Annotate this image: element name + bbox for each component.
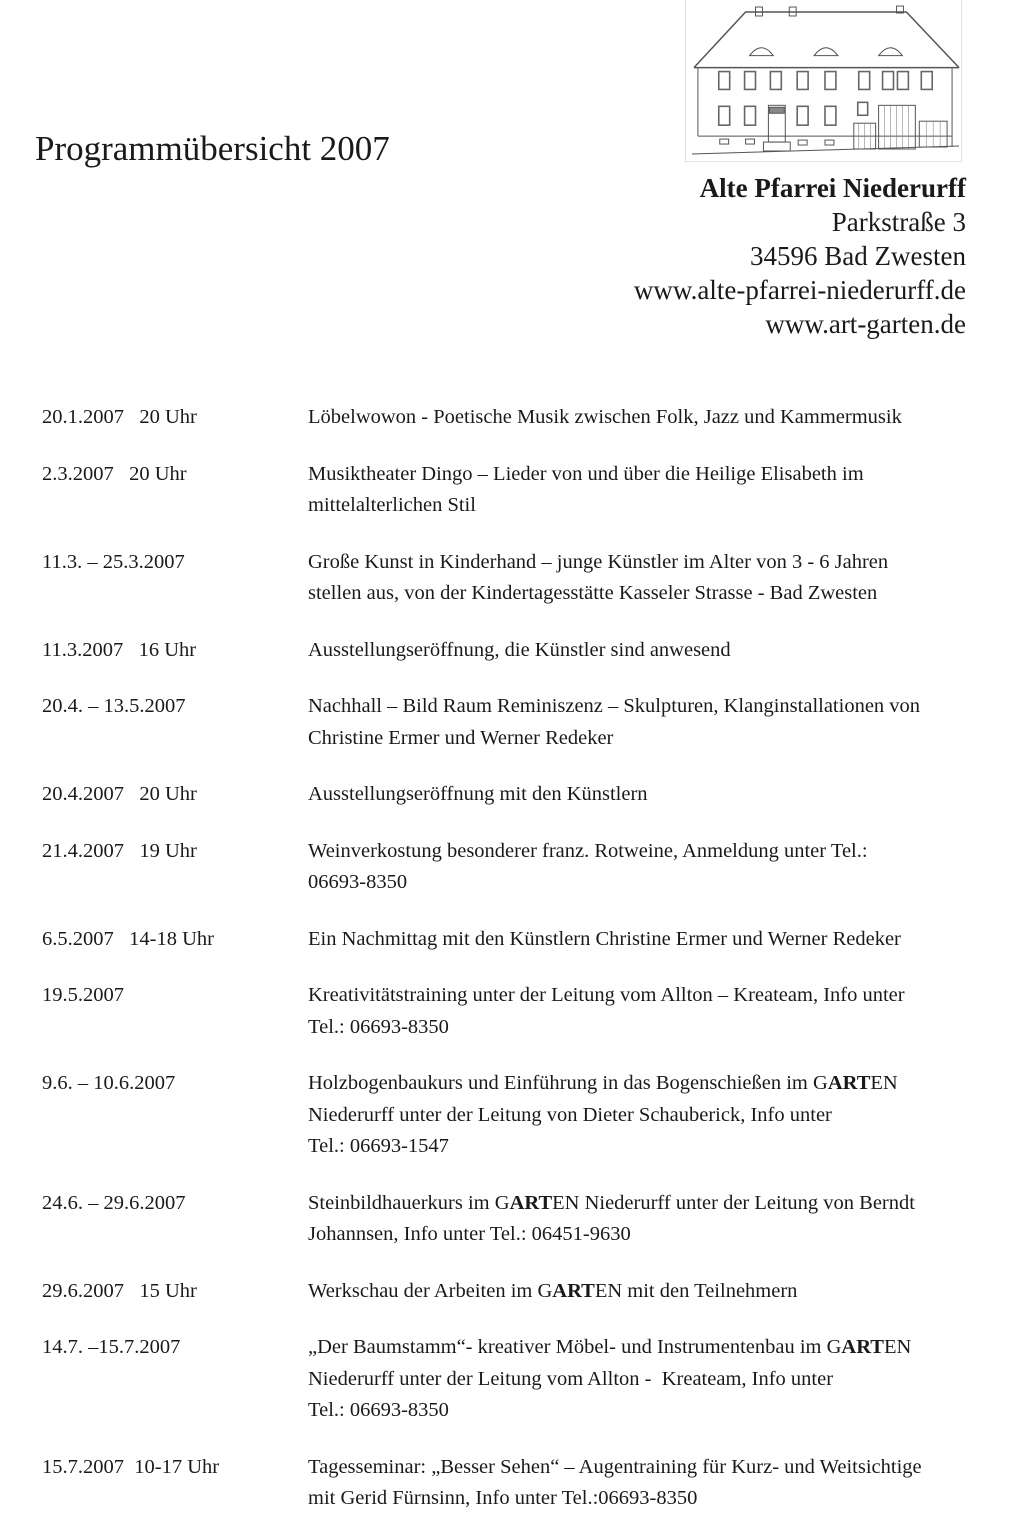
event-description-line (308, 1068, 972, 1100)
description-text: Christine Ermer und Werner Redeker (308, 726, 614, 749)
event-description-line (308, 578, 972, 610)
event-description (308, 635, 972, 667)
event-description (308, 924, 972, 956)
event-description-line (308, 836, 972, 868)
event-description (308, 1276, 972, 1308)
event-description (308, 980, 972, 1043)
event-date: 15.7.2007 10-17 Uhr (42, 1455, 220, 1478)
description-text: Ein Nachmittag mit den Künstlern Christine Ermer und Werner Redeker (308, 927, 901, 950)
description-text: Löbelwowon - Poetische Musik zwischen Folk, Jazz und Kammermusik (308, 406, 902, 428)
event-description-line (308, 691, 972, 723)
description-text: Tel.: 06693-1547 (308, 1135, 449, 1157)
emphasis-text: ART (841, 1336, 884, 1358)
event-date: 11.3.2007 16 Uhr (42, 638, 197, 661)
event-date: 11.3. – 25.3.2007 (42, 550, 185, 573)
website-link[interactable]: www.alte-pfarrei-niederurff.de (633, 275, 966, 305)
event-row (42, 691, 972, 754)
event-description (308, 691, 972, 754)
city-address: 34596 Bad Zwesten (750, 241, 966, 271)
description-text: Musiktheater Dingo – Lieder von und über die Heilige Elisabeth im (308, 462, 864, 485)
event-description-line (308, 1364, 972, 1396)
event-description (308, 459, 972, 522)
event-description-line (308, 1012, 972, 1044)
description-text: mittelalterlichen Stil (308, 494, 476, 516)
event-description-line (308, 490, 972, 522)
event-description (308, 836, 972, 899)
event-description-line (308, 635, 972, 667)
event-row (42, 402, 972, 434)
description-text: Tagesseminar: „Besser Sehen“ – Augentraining für Kurz- und Weitsichtige (308, 1455, 922, 1478)
event-description-line (308, 867, 972, 899)
event-description (308, 779, 972, 811)
description-text: Nachhall – Bild Raum Reminiszenz – Skulpturen, Klanginstallationen von (308, 695, 921, 717)
event-row (42, 459, 972, 522)
description-text: Niederurff unter der Leitung vom Allton - Kreateam, Info unter (308, 1367, 834, 1390)
description-text: Werkschau der Arbeiten im G (308, 1279, 553, 1302)
event-date: 9.6. – 10.6.2007 (42, 1072, 176, 1094)
description-text: stellen aus, von der Kindertagesstätte Kasseler Strasse - Bad Zwesten (308, 582, 878, 604)
event-description-line (308, 980, 972, 1012)
emphasis-text: ART (827, 1072, 871, 1094)
event-description (308, 547, 972, 610)
description-text: mit Gerid Fürnsinn, Info unter Tel.:06693-8350 (308, 1487, 698, 1509)
event-description-line (308, 1332, 972, 1364)
event-row (42, 836, 972, 899)
description-text: EN mit den Teilnehmern (594, 1279, 798, 1302)
event-description-line (308, 779, 972, 811)
event-date: 20.1.2007 20 Uhr (42, 406, 197, 428)
description-text: EN (870, 1072, 898, 1094)
event-description-line (308, 1483, 972, 1515)
street-address: Parkstraße 3 (831, 207, 966, 237)
event-date: 20.4. – 13.5.2007 (42, 695, 186, 717)
emphasis-text: ART (509, 1191, 553, 1214)
event-description-line (308, 459, 972, 491)
description-text: Tel.: 06693-8350 (308, 1399, 449, 1421)
organization-name: Alte Pfarrei Niederurff (699, 173, 966, 203)
event-date: 2.3.2007 20 Uhr (42, 462, 187, 485)
event-row (42, 547, 972, 610)
event-date: 20.4.2007 20 Uhr (42, 783, 197, 805)
event-row (42, 1276, 972, 1308)
event-date: 6.5.2007 14-18 Uhr (42, 927, 214, 950)
event-date: 21.4.2007 19 Uhr (42, 839, 197, 862)
event-description-line (308, 1276, 972, 1308)
event-date: 14.7. –15.7.2007 (42, 1336, 181, 1358)
description-text: Steinbildhauerkurs im G (308, 1191, 510, 1214)
event-row (42, 1188, 972, 1251)
event-description-line (308, 1219, 972, 1251)
description-text: „Der Baumstamm“- kreativer Möbel- und Instrumentenbau im G (308, 1336, 842, 1358)
event-description (308, 1452, 972, 1515)
description-text: Kreativitätstraining unter der Leitung vom Allton – Kreateam, Info unter (308, 984, 905, 1006)
event-row (42, 924, 972, 956)
event-row (42, 1332, 972, 1427)
event-description (308, 1068, 972, 1163)
description-text: Große Kunst in Kinderhand – junge Künstler im Alter von 3 - 6 Jahren (308, 550, 889, 573)
event-row (42, 1068, 972, 1163)
event-description (308, 1188, 972, 1251)
website-link[interactable]: www.art-garten.de (765, 309, 966, 339)
event-description-line (308, 1395, 972, 1427)
event-list (42, 402, 972, 1540)
description-text: Holzbogenbaukurs und Einführung in das Bogenschießen im G (308, 1072, 828, 1094)
event-description (308, 402, 972, 434)
description-text: Ausstellungseröffnung, die Künstler sind anwesend (308, 638, 731, 661)
description-text: EN Niederurff unter der Leitung von Berndt (552, 1191, 915, 1214)
description-text: Niederurff unter der Leitung von Dieter Schauberick, Info unter (308, 1103, 832, 1126)
event-description-line (308, 924, 972, 956)
event-description-line (308, 1100, 972, 1132)
description-text: Ausstellungseröffnung mit den Künstlern (308, 783, 648, 805)
event-row (42, 779, 972, 811)
event-description-line (308, 1188, 972, 1220)
event-description-line (308, 723, 972, 755)
event-description-line (308, 402, 972, 434)
event-row (42, 1452, 972, 1515)
address-block (634, 171, 966, 341)
event-date: 24.6. – 29.6.2007 (42, 1191, 186, 1214)
emphasis-text: ART (552, 1279, 595, 1302)
event-description (308, 1332, 972, 1427)
event-date: 29.6.2007 15 Uhr (42, 1279, 197, 1302)
page-title: Programmübersicht 2007 (35, 129, 390, 168)
event-row (42, 980, 972, 1043)
description-text: EN (883, 1336, 912, 1358)
event-description-line (308, 1131, 972, 1163)
event-description-line (308, 1452, 972, 1484)
event-row (42, 635, 972, 667)
event-date: 19.5.2007 (42, 984, 124, 1006)
description-text: Weinverkostung besonderer franz. Rotweine, Anmeldung unter Tel.: (308, 839, 868, 862)
description-text: 06693-8350 (308, 871, 408, 893)
building-drawing-icon (685, 0, 962, 162)
description-text: Johannsen, Info unter Tel.: 06451-9630 (308, 1223, 631, 1245)
event-description-line (308, 547, 972, 579)
description-text: Tel.: 06693-8350 (308, 1015, 449, 1038)
